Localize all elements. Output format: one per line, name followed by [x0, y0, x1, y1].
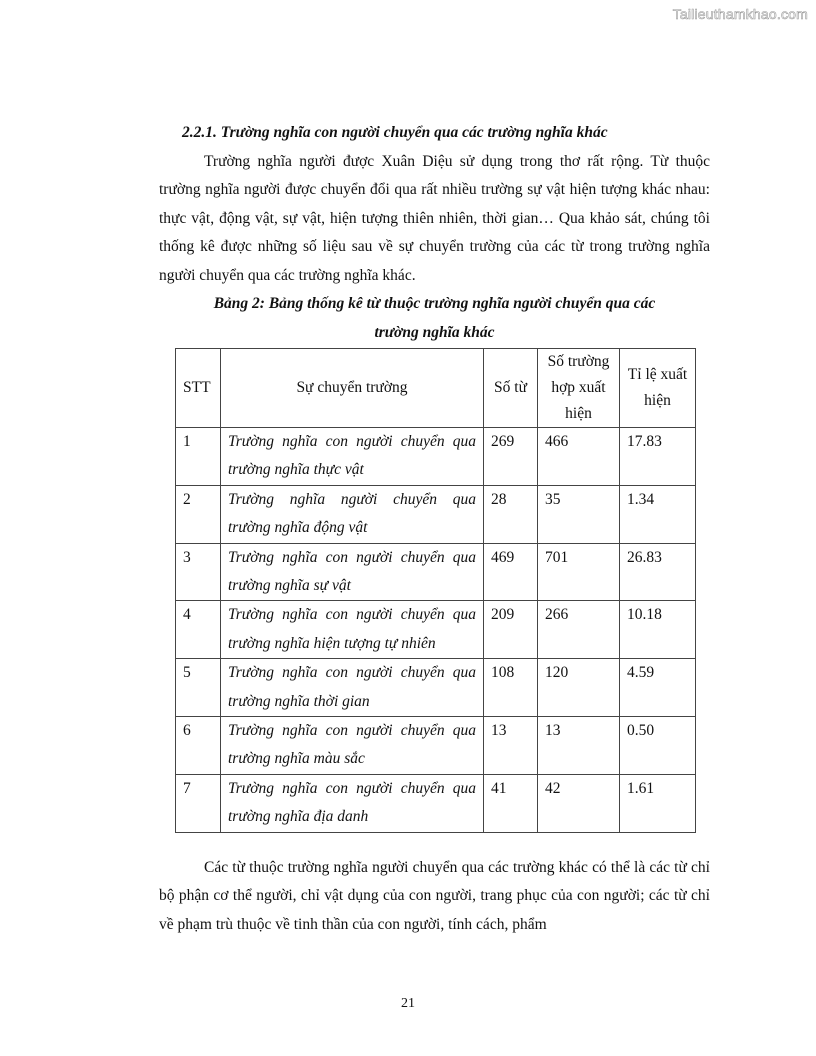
cell-ratio: 17.83	[620, 428, 696, 486]
intro-paragraph: Trường nghĩa người được Xuân Diệu sử dụng trong thơ rất rộng. Từ thuộc trường nghĩa người được chuyển đổi qua rất nhiều trường sự vật hiện tượng khác nhau: thực vật, động vật, sự vật, hiện tượng thiên nhiên, thời gian… Qua khảo sát, chúng tôi thống kê được những số liệu sau về sự chuyển trường của các từ trong trường nghĩa người chuyển qua các trường nghĩa khác.	[159, 153, 710, 284]
cell-transfer-line-2: trường nghĩa thực vật	[228, 461, 364, 479]
cell-transfer	[221, 717, 484, 775]
cell-transfer-line-1: Trường nghĩa con người chuyển qua	[228, 548, 476, 566]
table-row	[176, 543, 696, 601]
cell-transfer	[221, 774, 484, 832]
cell-transfer-line-1: Trường nghĩa con người chuyển qua	[228, 664, 476, 682]
cell-occurrences: 120	[538, 659, 620, 717]
cell-occurrences: 701	[538, 543, 620, 601]
table-row	[176, 659, 696, 717]
header-occurrences: Số trường hợp xuất hiện	[538, 349, 620, 428]
cell-word-count: 41	[484, 774, 538, 832]
section-heading: 2.2.1. Trường nghĩa con người chuyển qua các trường nghĩa khác	[182, 124, 608, 141]
cell-transfer-line-1: Trường nghĩa con người chuyển qua	[228, 433, 476, 450]
cell-ratio: 1.61	[620, 774, 696, 832]
cell-word-count: 28	[484, 485, 538, 543]
table-caption	[159, 289, 710, 347]
cell-transfer-line-2: trường nghĩa động vật	[228, 519, 368, 537]
table-row	[176, 428, 696, 486]
cell-transfer	[221, 601, 484, 659]
closing-paragraph: Các từ thuộc trường nghĩa người chuyển qua các trường khác có thể là các từ chỉ bộ phận cơ thể người, chỉ vật dụng của con người, trang phục của con người; các từ chỉ về phạm trù thuộc về tinh thần của con người, tính cách, phẩm	[159, 859, 710, 933]
cell-word-count: 469	[484, 543, 538, 601]
cell-word-count: 269	[484, 428, 538, 486]
cell-transfer	[221, 485, 484, 543]
cell-transfer-line-2: trường nghĩa hiện tượng tự nhiên	[228, 634, 436, 652]
cell-transfer	[221, 428, 484, 486]
table-row	[176, 485, 696, 543]
table-row	[176, 774, 696, 832]
cell-ratio: 0.50	[620, 717, 696, 775]
cell-word-count: 108	[484, 659, 538, 717]
header-ratio: Tỉ lệ xuất hiện	[620, 349, 696, 428]
table-caption-line-1: Bảng 2: Bảng thống kê từ thuộc trường nghĩa người chuyển qua các	[213, 295, 656, 312]
cell-transfer	[221, 543, 484, 601]
cell-occurrences: 42	[538, 774, 620, 832]
cell-stt: 7	[176, 774, 221, 832]
cell-stt: 2	[176, 485, 221, 543]
cell-transfer-line-1: Trường nghĩa con người chuyển qua	[228, 779, 476, 797]
statistics-table	[175, 348, 696, 833]
cell-transfer	[221, 659, 484, 717]
cell-stt: 5	[176, 659, 221, 717]
cell-transfer-line-1: Trường nghĩa con người chuyển qua	[228, 722, 476, 740]
header-transfer: Sự chuyển trường	[221, 349, 484, 428]
cell-stt: 4	[176, 601, 221, 659]
cell-stt: 6	[176, 717, 221, 775]
cell-word-count: 209	[484, 601, 538, 659]
cell-occurrences: 35	[538, 485, 620, 543]
cell-stt: 1	[176, 428, 221, 486]
table-caption-line-2: trường nghĩa khác	[374, 324, 495, 341]
cell-transfer-line-1: Trường nghĩa người chuyển qua	[228, 490, 476, 508]
cell-word-count: 13	[484, 717, 538, 775]
header-word-count: Số từ	[484, 349, 538, 428]
cell-occurrences: 466	[538, 428, 620, 486]
cell-ratio: 26.83	[620, 543, 696, 601]
cell-stt: 3	[176, 543, 221, 601]
page-number: 21	[401, 996, 415, 1011]
table-row	[176, 717, 696, 775]
header-stt: STT	[176, 349, 221, 428]
cell-transfer-line-2: trường nghĩa thời gian	[228, 692, 370, 710]
watermark: Tailieuthamkhao.com	[672, 6, 808, 22]
cell-occurrences: 13	[538, 717, 620, 775]
cell-ratio: 4.59	[620, 659, 696, 717]
cell-transfer-line-1: Trường nghĩa con người chuyển qua	[228, 606, 476, 624]
cell-transfer-line-2: trường nghĩa màu sắc	[228, 750, 365, 768]
cell-transfer-line-2: trường nghĩa sự vật	[228, 577, 351, 595]
cell-ratio: 1.34	[620, 485, 696, 543]
cell-ratio: 10.18	[620, 601, 696, 659]
cell-transfer-line-2: trường nghĩa địa danh	[228, 808, 369, 826]
table-row	[176, 601, 696, 659]
cell-occurrences: 266	[538, 601, 620, 659]
table-header-row	[176, 349, 696, 428]
